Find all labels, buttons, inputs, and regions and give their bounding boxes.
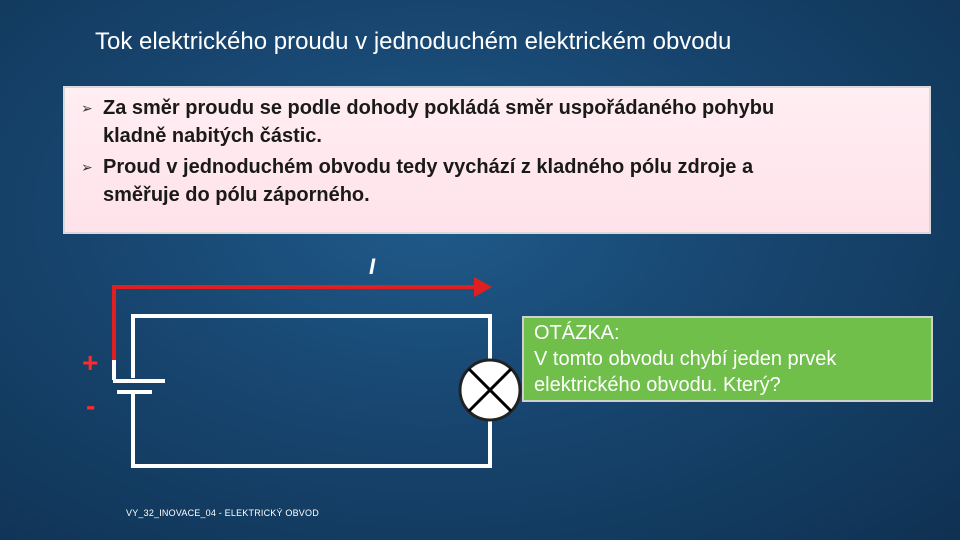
slide-title: Tok elektrického proudu v jednoduchém elektrickém obvodu	[95, 28, 732, 55]
question-box	[522, 316, 933, 402]
circuit-wire	[114, 316, 490, 466]
negative-pole-sign: -	[86, 390, 96, 421]
question-line: elektrického obvodu. Který?	[534, 374, 781, 396]
lamp-icon	[460, 360, 520, 420]
arrowhead-bullet-icon: ➢	[81, 100, 93, 116]
bullet-text-line: Za směr proudu se podle dohody pokládá směr uspořádaného pohybu	[103, 97, 775, 119]
question-heading: OTÁZKA:	[534, 322, 620, 344]
question-line: V tomto obvodu chybí jeden prvek	[534, 348, 837, 370]
battery-icon	[113, 381, 165, 392]
footer-text: VY_32_INOVACE_04 - ELEKTRICKÝ OBVOD	[126, 508, 319, 518]
bullet-text-line: kladně nabitých částic.	[103, 125, 322, 147]
current-arrow	[114, 277, 492, 360]
positive-pole-sign: +	[82, 347, 99, 378]
bullet-text-line: směřuje do pólu záporného.	[103, 184, 370, 206]
bullet-text-line: Proud v jednoduchém obvodu tedy vychází z kladného pólu zdroje a	[103, 156, 754, 178]
current-label: I	[369, 254, 376, 279]
arrowhead-bullet-icon: ➢	[81, 159, 93, 175]
